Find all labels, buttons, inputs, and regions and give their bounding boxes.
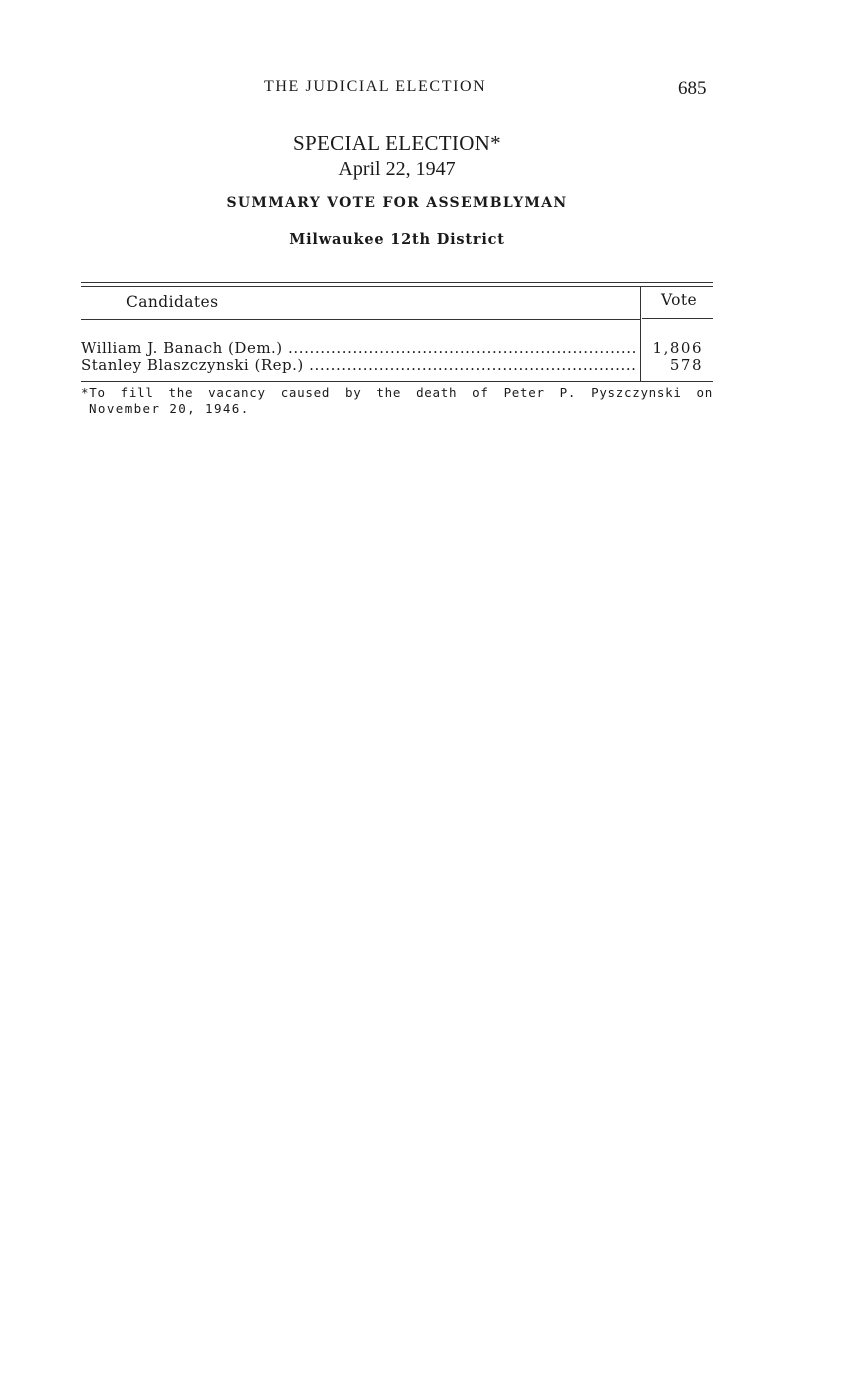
table-row (81, 356, 713, 374)
candidate-vote: 578 (669, 356, 703, 374)
table-top-rule-inner (81, 286, 713, 287)
footnote-line-1: *To fill the vacancy caused by the death of Peter P. Pyszczynski on (81, 385, 713, 400)
table-top-rule (81, 282, 713, 283)
candidate-vote: 1,806 (652, 339, 703, 357)
election-date: April 22, 1947 (338, 158, 456, 180)
table-row (81, 339, 713, 357)
column-header-candidates: Candidates (126, 293, 219, 311)
page-number: 685 (678, 78, 707, 99)
district-heading: Milwaukee 12th District (289, 231, 505, 248)
candidate-name: Stanley Blaszczynski (Rep.) ..... (81, 356, 638, 374)
table-bottom-rule (81, 381, 713, 382)
summary-heading: SUMMARY VOTE FOR ASSEMBLYMAN (226, 195, 568, 211)
running-head: THE JUDICIAL ELECTION (264, 78, 487, 95)
column-header-vote: Vote (661, 291, 698, 309)
header-rule-right (642, 318, 713, 319)
header-rule-left (81, 319, 640, 320)
footnote-line-2: November 20, 1946. (89, 401, 250, 416)
election-title: SPECIAL ELECTION* (293, 131, 501, 155)
candidate-name: William J. Banach (Dem.) ..... (81, 339, 638, 357)
